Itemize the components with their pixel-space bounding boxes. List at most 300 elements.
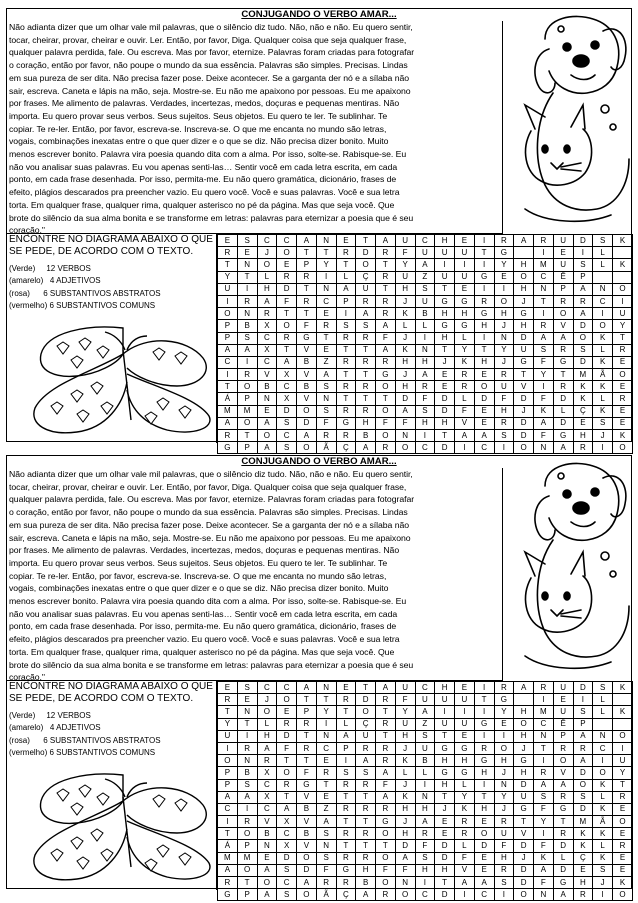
grid-cell[interactable]: J [257, 694, 277, 706]
grid-cell[interactable]: Y [613, 767, 633, 779]
grid-cell[interactable]: F [395, 247, 415, 259]
grid-cell[interactable]: I [534, 247, 554, 259]
grid-cell[interactable]: N [257, 393, 277, 405]
grid-cell[interactable]: O [297, 442, 317, 454]
grid-cell[interactable]: D [514, 840, 534, 852]
grid-cell[interactable]: C [257, 332, 277, 344]
grid-cell[interactable]: J [514, 405, 534, 417]
grid-cell[interactable]: L [593, 247, 613, 259]
grid-cell[interactable]: Y [494, 791, 514, 803]
grid-cell[interactable]: F [297, 320, 317, 332]
grid-cell[interactable]: R [356, 405, 376, 417]
grid-cell[interactable]: H [435, 235, 455, 247]
grid-cell[interactable]: S [316, 381, 336, 393]
grid-cell[interactable]: F [376, 417, 396, 429]
grid-cell[interactable]: M [573, 816, 593, 828]
grid-cell[interactable]: L [455, 393, 475, 405]
grid-cell[interactable]: I [415, 779, 435, 791]
grid-cell[interactable]: D [474, 393, 494, 405]
grid-cell[interactable]: T [336, 259, 356, 271]
grid-cell[interactable]: J [494, 767, 514, 779]
grid-cell[interactable]: N [237, 755, 257, 767]
grid-cell[interactable]: H [415, 803, 435, 815]
grid-cell[interactable]: B [297, 356, 317, 368]
grid-cell[interactable]: I [613, 742, 633, 754]
grid-cell[interactable]: R [494, 816, 514, 828]
grid-cell[interactable]: R [237, 742, 257, 754]
grid-cell[interactable]: O [376, 828, 396, 840]
grid-cell[interactable]: B [297, 828, 317, 840]
grid-cell[interactable]: H [573, 877, 593, 889]
grid-cell[interactable]: N [415, 791, 435, 803]
grid-cell[interactable]: R [376, 718, 396, 730]
grid-cell[interactable]: I [474, 779, 494, 791]
grid-cell[interactable]: O [613, 369, 633, 381]
grid-cell[interactable]: I [573, 247, 593, 259]
grid-cell[interactable]: O [376, 381, 396, 393]
grid-cell[interactable]: J [494, 356, 514, 368]
grid-cell[interactable]: O [514, 442, 534, 454]
grid-cell[interactable]: X [257, 344, 277, 356]
grid-cell[interactable]: R [376, 889, 396, 901]
grid-cell[interactable]: I [474, 706, 494, 718]
grid-cell[interactable]: T [356, 344, 376, 356]
grid-cell[interactable]: D [553, 417, 573, 429]
grid-cell[interactable]: K [593, 405, 613, 417]
grid-cell[interactable] [514, 694, 534, 706]
grid-cell[interactable]: R [474, 295, 494, 307]
grid-cell[interactable]: K [613, 235, 633, 247]
grid-cell[interactable]: M [218, 405, 238, 417]
grid-cell[interactable]: D [297, 417, 317, 429]
grid-cell[interactable]: E [494, 271, 514, 283]
grid-cell[interactable]: K [593, 381, 613, 393]
grid-cell[interactable]: F [455, 852, 475, 864]
grid-cell[interactable]: P [297, 259, 317, 271]
grid-cell[interactable]: R [553, 828, 573, 840]
grid-cell[interactable]: K [593, 332, 613, 344]
word-search-grid[interactable] [217, 234, 633, 454]
grid-cell[interactable]: H [474, 356, 494, 368]
grid-cell[interactable]: A [237, 791, 257, 803]
grid-cell[interactable]: R [297, 271, 317, 283]
grid-cell[interactable]: G [297, 332, 317, 344]
grid-cell[interactable]: E [257, 852, 277, 864]
grid-cell[interactable]: T [277, 791, 297, 803]
grid-cell[interactable]: A [573, 755, 593, 767]
grid-cell[interactable]: Y [494, 706, 514, 718]
grid-cell[interactable]: I [455, 259, 475, 271]
grid-cell[interactable]: R [494, 235, 514, 247]
grid-cell[interactable]: T [297, 730, 317, 742]
grid-cell[interactable]: A [218, 791, 238, 803]
grid-cell[interactable]: S [534, 791, 554, 803]
grid-cell[interactable]: L [336, 271, 356, 283]
grid-cell[interactable]: H [514, 730, 534, 742]
grid-cell[interactable]: R [573, 742, 593, 754]
grid-cell[interactable]: E [455, 235, 475, 247]
grid-cell[interactable]: R [613, 840, 633, 852]
grid-cell[interactable]: O [395, 442, 415, 454]
grid-cell[interactable]: R [356, 381, 376, 393]
grid-cell[interactable]: R [336, 852, 356, 864]
grid-cell[interactable]: E [474, 417, 494, 429]
grid-cell[interactable]: E [494, 718, 514, 730]
grid-cell[interactable]: R [376, 442, 396, 454]
grid-cell[interactable]: T [277, 755, 297, 767]
grid-cell[interactable]: I [218, 742, 238, 754]
grid-cell[interactable]: R [534, 320, 554, 332]
grid-cell[interactable]: A [376, 767, 396, 779]
grid-cell[interactable]: C [277, 430, 297, 442]
grid-cell[interactable]: O [218, 755, 238, 767]
grid-cell[interactable]: G [435, 742, 455, 754]
grid-cell[interactable]: D [514, 332, 534, 344]
grid-cell[interactable]: V [455, 864, 475, 876]
grid-cell[interactable]: G [514, 308, 534, 320]
grid-cell[interactable]: S [336, 320, 356, 332]
grid-cell[interactable]: H [435, 332, 455, 344]
grid-cell[interactable]: M [218, 852, 238, 864]
grid-cell[interactable]: T [336, 369, 356, 381]
grid-cell[interactable]: E [435, 816, 455, 828]
grid-cell[interactable]: N [534, 283, 554, 295]
grid-cell[interactable]: G [514, 755, 534, 767]
grid-cell[interactable]: A [257, 417, 277, 429]
grid-cell[interactable]: Y [316, 706, 336, 718]
grid-cell[interactable]: H [257, 730, 277, 742]
grid-cell[interactable]: F [395, 694, 415, 706]
grid-cell[interactable]: P [218, 779, 238, 791]
grid-cell[interactable]: A [277, 356, 297, 368]
grid-cell[interactable]: O [257, 430, 277, 442]
grid-cell[interactable]: A [356, 755, 376, 767]
grid-cell[interactable]: D [514, 417, 534, 429]
grid-cell[interactable]: T [336, 840, 356, 852]
grid-cell[interactable]: R [415, 381, 435, 393]
grid-cell[interactable]: J [514, 852, 534, 864]
grid-cell[interactable]: N [316, 283, 336, 295]
grid-cell[interactable]: E [613, 356, 633, 368]
grid-cell[interactable]: A [534, 417, 554, 429]
grid-cell[interactable]: T [336, 791, 356, 803]
grid-cell[interactable]: T [316, 694, 336, 706]
grid-cell[interactable]: D [356, 694, 376, 706]
grid-cell[interactable]: D [395, 393, 415, 405]
grid-cell[interactable]: B [297, 381, 317, 393]
grid-cell[interactable]: E [553, 247, 573, 259]
grid-cell[interactable]: G [553, 430, 573, 442]
grid-cell[interactable]: S [237, 682, 257, 694]
grid-cell[interactable]: I [494, 730, 514, 742]
grid-cell[interactable]: F [376, 864, 396, 876]
grid-cell[interactable]: V [297, 369, 317, 381]
grid-cell[interactable]: H [415, 417, 435, 429]
grid-cell[interactable]: V [514, 828, 534, 840]
grid-cell[interactable]: H [395, 283, 415, 295]
grid-cell[interactable]: I [534, 828, 554, 840]
grid-cell[interactable]: T [356, 816, 376, 828]
grid-cell[interactable]: I [237, 283, 257, 295]
grid-cell[interactable]: A [573, 730, 593, 742]
grid-cell[interactable]: Y [218, 718, 238, 730]
grid-cell[interactable]: O [494, 295, 514, 307]
grid-cell[interactable]: T [336, 344, 356, 356]
grid-cell[interactable]: H [395, 356, 415, 368]
grid-cell[interactable]: Á [218, 393, 238, 405]
grid-cell[interactable]: D [277, 730, 297, 742]
grid-cell[interactable]: K [613, 706, 633, 718]
grid-cell[interactable]: I [455, 442, 475, 454]
grid-cell[interactable]: I [435, 706, 455, 718]
grid-cell[interactable]: H [514, 706, 534, 718]
grid-cell[interactable]: T [514, 816, 534, 828]
grid-cell[interactable]: R [356, 295, 376, 307]
grid-cell[interactable]: C [277, 682, 297, 694]
grid-cell[interactable]: L [553, 405, 573, 417]
grid-cell[interactable]: K [395, 344, 415, 356]
grid-cell[interactable]: H [395, 803, 415, 815]
grid-cell[interactable]: G [218, 442, 238, 454]
grid-cell[interactable]: E [277, 706, 297, 718]
grid-cell[interactable]: U [218, 283, 238, 295]
grid-cell[interactable]: F [395, 417, 415, 429]
grid-cell[interactable] [613, 271, 633, 283]
grid-cell[interactable]: Ê [553, 271, 573, 283]
grid-cell[interactable]: G [553, 356, 573, 368]
grid-cell[interactable]: O [613, 442, 633, 454]
grid-cell[interactable]: R [277, 779, 297, 791]
grid-cell[interactable]: R [534, 767, 554, 779]
grid-cell[interactable]: R [316, 320, 336, 332]
grid-cell[interactable]: R [455, 828, 475, 840]
grid-cell[interactable]: P [553, 283, 573, 295]
grid-cell[interactable]: O [277, 694, 297, 706]
grid-cell[interactable]: T [237, 718, 257, 730]
grid-cell[interactable]: R [336, 381, 356, 393]
grid-cell[interactable]: Y [534, 369, 554, 381]
grid-cell[interactable]: G [474, 308, 494, 320]
grid-cell[interactable]: N [316, 682, 336, 694]
grid-cell[interactable]: H [494, 852, 514, 864]
grid-cell[interactable]: U [553, 682, 573, 694]
grid-cell[interactable]: J [395, 332, 415, 344]
grid-cell[interactable]: L [257, 718, 277, 730]
grid-cell[interactable]: A [356, 889, 376, 901]
grid-cell[interactable]: E [613, 405, 633, 417]
grid-cell[interactable]: Y [395, 259, 415, 271]
grid-cell[interactable]: Ã [593, 369, 613, 381]
grid-cell[interactable]: S [277, 864, 297, 876]
grid-cell[interactable]: L [455, 840, 475, 852]
grid-cell[interactable]: D [514, 393, 534, 405]
grid-cell[interactable]: O [553, 755, 573, 767]
grid-cell[interactable]: D [553, 393, 573, 405]
grid-cell[interactable]: D [356, 247, 376, 259]
grid-cell[interactable]: K [395, 308, 415, 320]
grid-cell[interactable]: T [356, 682, 376, 694]
grid-cell[interactable]: H [494, 405, 514, 417]
grid-cell[interactable]: F [534, 356, 554, 368]
grid-cell[interactable]: C [593, 295, 613, 307]
grid-cell[interactable]: G [336, 864, 356, 876]
grid-cell[interactable]: A [376, 682, 396, 694]
grid-cell[interactable]: O [376, 877, 396, 889]
grid-cell[interactable]: H [356, 864, 376, 876]
grid-cell[interactable]: E [455, 283, 475, 295]
grid-cell[interactable]: P [218, 332, 238, 344]
grid-cell[interactable]: R [336, 247, 356, 259]
grid-cell[interactable]: P [218, 320, 238, 332]
grid-cell[interactable]: J [514, 295, 534, 307]
grid-cell[interactable]: C [474, 442, 494, 454]
grid-cell[interactable]: U [395, 718, 415, 730]
grid-cell[interactable]: B [257, 381, 277, 393]
grid-cell[interactable]: N [415, 344, 435, 356]
grid-cell[interactable]: E [435, 828, 455, 840]
grid-cell[interactable]: S [277, 889, 297, 901]
grid-cell[interactable]: M [237, 852, 257, 864]
grid-cell[interactable]: I [593, 442, 613, 454]
grid-cell[interactable]: J [593, 430, 613, 442]
grid-cell[interactable]: Ã [316, 889, 336, 901]
grid-cell[interactable]: E [474, 852, 494, 864]
grid-cell[interactable]: O [613, 816, 633, 828]
grid-cell[interactable]: R [553, 344, 573, 356]
grid-cell[interactable]: R [316, 767, 336, 779]
grid-cell[interactable]: N [494, 332, 514, 344]
grid-cell[interactable]: O [297, 889, 317, 901]
grid-cell[interactable]: T [376, 259, 396, 271]
grid-cell[interactable]: B [356, 877, 376, 889]
grid-cell[interactable]: J [395, 369, 415, 381]
grid-cell[interactable]: E [455, 682, 475, 694]
grid-cell[interactable]: A [257, 864, 277, 876]
grid-cell[interactable]: Ç [336, 442, 356, 454]
grid-cell[interactable]: U [356, 283, 376, 295]
grid-cell[interactable]: Ã [593, 816, 613, 828]
grid-cell[interactable]: O [277, 247, 297, 259]
grid-cell[interactable]: O [297, 852, 317, 864]
grid-cell[interactable] [613, 718, 633, 730]
grid-cell[interactable]: A [553, 442, 573, 454]
grid-cell[interactable]: O [376, 430, 396, 442]
grid-cell[interactable]: F [297, 767, 317, 779]
grid-cell[interactable]: J [395, 295, 415, 307]
grid-cell[interactable]: T [218, 706, 238, 718]
grid-cell[interactable]: S [316, 852, 336, 864]
grid-cell[interactable]: R [218, 247, 238, 259]
grid-cell[interactable]: K [593, 356, 613, 368]
grid-cell[interactable]: R [336, 430, 356, 442]
grid-cell[interactable]: O [613, 889, 633, 901]
grid-cell[interactable]: X [277, 393, 297, 405]
grid-cell[interactable]: B [237, 320, 257, 332]
grid-cell[interactable]: Z [316, 356, 336, 368]
grid-cell[interactable]: A [573, 283, 593, 295]
grid-cell[interactable]: T [336, 393, 356, 405]
grid-cell[interactable]: I [435, 259, 455, 271]
grid-cell[interactable]: S [593, 417, 613, 429]
grid-cell[interactable]: A [376, 791, 396, 803]
grid-cell[interactable]: U [435, 271, 455, 283]
grid-cell[interactable]: J [435, 803, 455, 815]
grid-cell[interactable]: K [455, 356, 475, 368]
grid-cell[interactable]: U [218, 730, 238, 742]
grid-cell[interactable]: Ç [573, 405, 593, 417]
grid-cell[interactable]: V [257, 369, 277, 381]
grid-cell[interactable]: T [297, 283, 317, 295]
grid-cell[interactable]: Ç [356, 271, 376, 283]
grid-cell[interactable]: N [593, 730, 613, 742]
grid-cell[interactable]: I [534, 755, 554, 767]
grid-cell[interactable]: K [593, 803, 613, 815]
grid-cell[interactable]: E [336, 235, 356, 247]
grid-cell[interactable]: Y [218, 271, 238, 283]
grid-cell[interactable]: R [534, 682, 554, 694]
grid-cell[interactable]: J [514, 742, 534, 754]
grid-cell[interactable]: I [336, 308, 356, 320]
grid-cell[interactable]: E [257, 405, 277, 417]
grid-cell[interactable]: A [395, 852, 415, 864]
grid-cell[interactable]: K [593, 779, 613, 791]
grid-cell[interactable]: I [455, 889, 475, 901]
grid-cell[interactable]: U [455, 271, 475, 283]
grid-cell[interactable]: T [553, 816, 573, 828]
grid-cell[interactable]: K [534, 852, 554, 864]
grid-cell[interactable]: T [336, 706, 356, 718]
grid-cell[interactable]: G [494, 694, 514, 706]
grid-cell[interactable]: R [356, 332, 376, 344]
grid-cell[interactable]: M [237, 405, 257, 417]
grid-cell[interactable]: F [316, 417, 336, 429]
grid-cell[interactable]: R [297, 295, 317, 307]
grid-cell[interactable]: A [534, 779, 554, 791]
grid-cell[interactable]: A [395, 405, 415, 417]
grid-cell[interactable]: P [237, 840, 257, 852]
grid-cell[interactable]: R [356, 356, 376, 368]
grid-cell[interactable]: N [257, 840, 277, 852]
grid-cell[interactable]: T [297, 247, 317, 259]
grid-cell[interactable]: T [297, 694, 317, 706]
grid-cell[interactable]: R [494, 417, 514, 429]
grid-cell[interactable]: Z [415, 271, 435, 283]
grid-cell[interactable]: R [356, 779, 376, 791]
grid-cell[interactable]: U [435, 694, 455, 706]
grid-cell[interactable]: H [435, 864, 455, 876]
grid-cell[interactable]: U [415, 295, 435, 307]
grid-cell[interactable]: R [336, 405, 356, 417]
grid-cell[interactable]: D [277, 283, 297, 295]
grid-cell[interactable]: A [316, 369, 336, 381]
grid-cell[interactable]: T [316, 247, 336, 259]
grid-cell[interactable]: I [474, 332, 494, 344]
grid-cell[interactable]: N [316, 730, 336, 742]
grid-cell[interactable]: J [494, 320, 514, 332]
grid-cell[interactable]: F [534, 393, 554, 405]
grid-cell[interactable]: A [376, 344, 396, 356]
grid-cell[interactable]: J [593, 877, 613, 889]
grid-cell[interactable]: R [218, 694, 238, 706]
grid-cell[interactable]: X [277, 816, 297, 828]
grid-cell[interactable]: I [316, 718, 336, 730]
grid-cell[interactable]: Á [218, 840, 238, 852]
grid-cell[interactable]: Y [494, 344, 514, 356]
grid-cell[interactable]: E [435, 381, 455, 393]
grid-cell[interactable]: G [455, 742, 475, 754]
grid-cell[interactable]: R [613, 393, 633, 405]
grid-cell[interactable]: R [237, 816, 257, 828]
